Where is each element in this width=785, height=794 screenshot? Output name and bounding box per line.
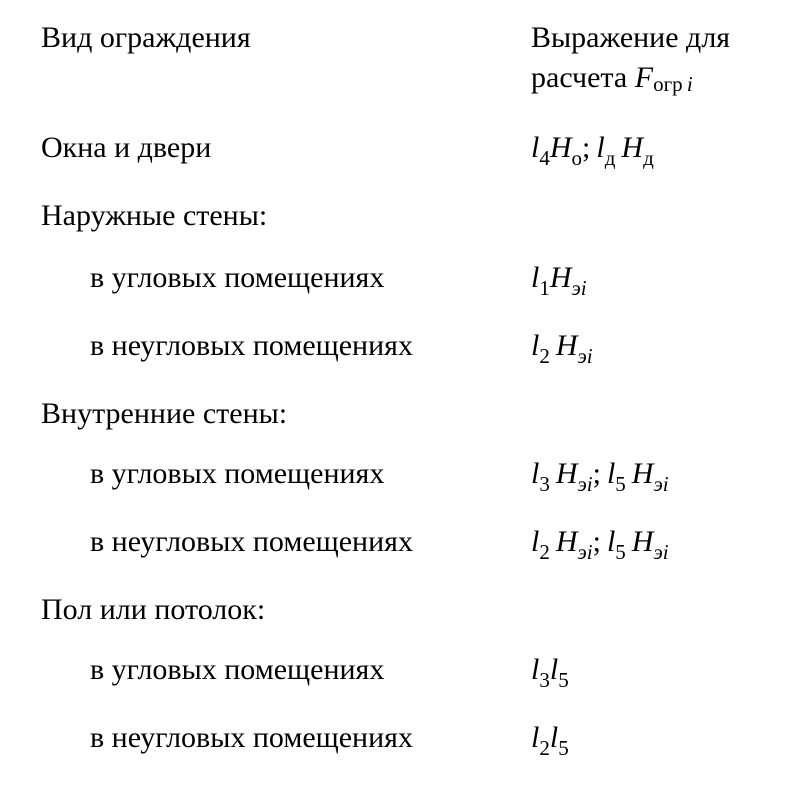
formula-sub: эi: [577, 472, 593, 496]
formula-sub: эi: [577, 540, 593, 564]
formula-sub: 3: [539, 472, 550, 496]
row-label-8: [90, 652, 384, 688]
header-symbol-f: F: [634, 61, 654, 94]
row-label-5: [90, 456, 384, 492]
formula-separator: ;: [582, 131, 591, 164]
section-heading: Пол или потолок:: [41, 593, 266, 626]
formula-separator: ;: [592, 457, 601, 490]
formula-h: H: [555, 457, 578, 490]
formula-sub: 5: [558, 736, 569, 760]
formula-h: H: [631, 457, 654, 490]
formula-l: l: [606, 525, 616, 558]
formula-sub: 5: [615, 472, 626, 496]
formula-l: l: [596, 131, 605, 164]
row-label-text: в угловых помещениях: [90, 653, 385, 686]
formula-l: l: [531, 457, 540, 490]
header-symbol-sub: огр: [653, 72, 683, 96]
row-label-9: [90, 720, 413, 756]
row-label-text: в неугловых помещениях: [90, 525, 413, 558]
row-label-6: [90, 524, 413, 560]
formula-sub: 1: [539, 276, 550, 300]
formula-l: l: [549, 721, 559, 754]
header-expression-label-2: расчета: [531, 61, 628, 94]
formula-h: H: [555, 525, 578, 558]
row-label-text: в угловых помещениях: [90, 261, 385, 294]
section-heading: Внутренние стены:: [41, 397, 288, 430]
formula-sub: эi: [577, 344, 593, 368]
formula-sub: 2: [539, 344, 550, 368]
formula-l: l: [531, 329, 540, 362]
formula-sub: эi: [571, 276, 587, 300]
header-column-expression-line1: [531, 20, 730, 56]
formula-l: l: [531, 525, 540, 558]
header-type-label: Вид ограждения: [41, 21, 251, 54]
row-formula-6: [531, 524, 669, 564]
formula-l: l: [531, 261, 540, 294]
formula-h: H: [549, 131, 572, 164]
row-label-2: [90, 260, 384, 296]
formula-sub: о: [571, 146, 583, 170]
formula-sub: 5: [615, 540, 626, 564]
formula-h: H: [631, 525, 654, 558]
formula-l: l: [531, 131, 540, 164]
formula-sub: 2: [539, 540, 550, 564]
formula-l: l: [549, 653, 559, 686]
row-label-text: в неугловых помещениях: [90, 721, 413, 754]
formula-sub: д: [643, 146, 654, 170]
row-formula-9: [531, 720, 569, 760]
formula-h: H: [555, 329, 578, 362]
row-label-7: [41, 592, 265, 628]
row-formula-3: [531, 328, 593, 368]
row-label-3: [90, 328, 413, 364]
formula-sub: 5: [558, 668, 569, 692]
formula-sub: эi: [653, 472, 669, 496]
formula-sub: 4: [539, 146, 550, 170]
formula-h: H: [621, 131, 644, 164]
formula-h: H: [549, 261, 572, 294]
formula-l: l: [531, 721, 540, 754]
row-formula-8: [531, 652, 569, 692]
formula-sub: 2: [539, 736, 550, 760]
formula-sub: 3: [539, 668, 550, 692]
row-label-text: в неугловых помещениях: [90, 329, 413, 362]
row-formula-5: [531, 456, 669, 496]
row-label-4: [41, 396, 287, 432]
header-column-type: [41, 20, 251, 56]
section-heading: Наружные стены:: [41, 199, 268, 232]
row-label-text: в угловых помещениях: [90, 457, 385, 490]
row-label-1: [41, 198, 267, 234]
row-label-0: [41, 130, 211, 166]
formula-l: l: [606, 457, 616, 490]
header-symbol-sub-i: i: [686, 72, 693, 96]
formula-sub: эi: [653, 540, 669, 564]
header-column-expression-line2: [531, 60, 693, 96]
header-expression-label: Выражение для: [531, 21, 731, 54]
row-label-text: Окна и двери: [41, 131, 212, 164]
formula-sub: д: [604, 146, 616, 170]
row-formula-0: [531, 130, 654, 170]
row-formula-2: [531, 260, 587, 300]
formula-separator: ;: [592, 525, 601, 558]
formula-l: l: [531, 653, 540, 686]
